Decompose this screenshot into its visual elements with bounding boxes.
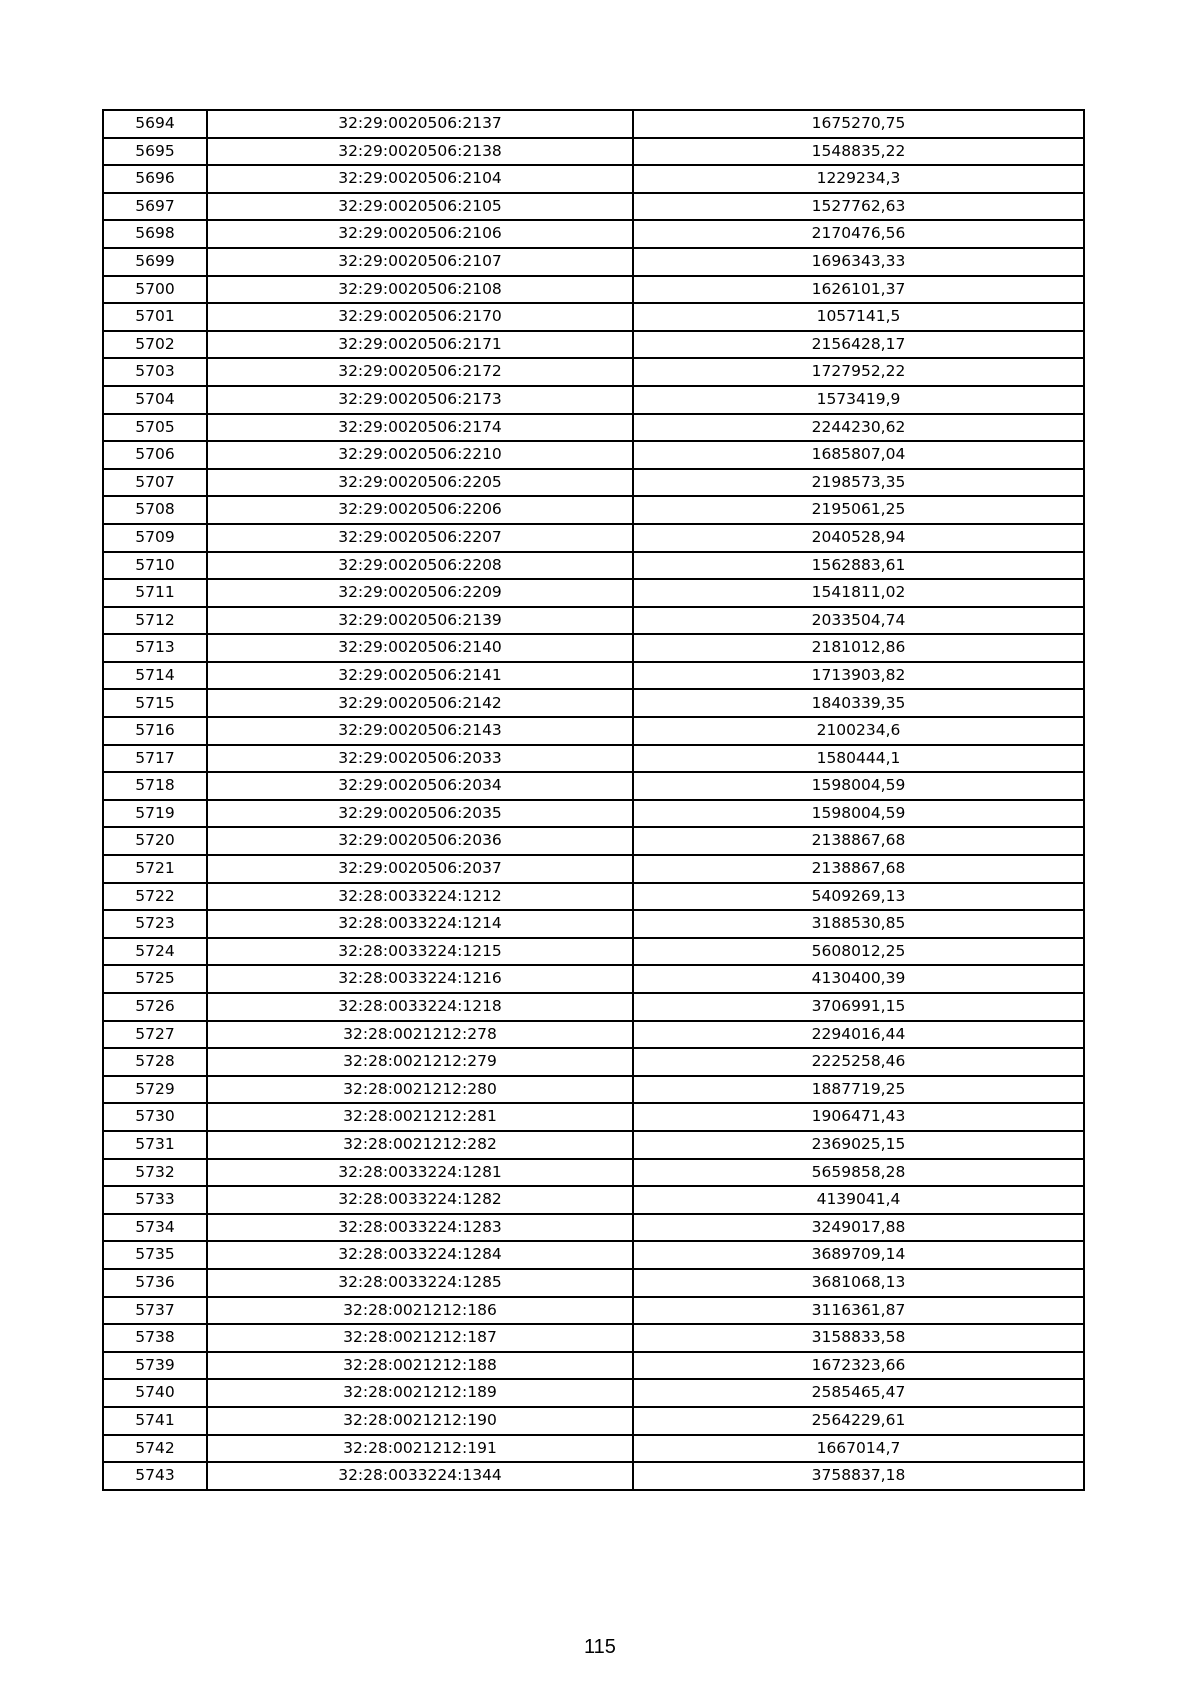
table-row	[103, 276, 1084, 304]
table-row	[103, 1159, 1084, 1187]
cadastral-value-cell: 1672323,66	[633, 1352, 1084, 1380]
cadastral-value-cell: 1527762,63	[633, 193, 1084, 221]
table-row	[103, 883, 1084, 911]
table-row	[103, 689, 1084, 717]
cadastral-number-cell: 32:29:0020506:2138	[207, 138, 633, 166]
cadastral-value-cell: 5659858,28	[633, 1159, 1084, 1187]
row-number-cell: 5697	[103, 193, 207, 221]
row-number-cell: 5737	[103, 1297, 207, 1325]
table-row	[103, 993, 1084, 1021]
row-number-cell: 5728	[103, 1048, 207, 1076]
row-number-cell: 5694	[103, 110, 207, 138]
table-row	[103, 772, 1084, 800]
row-number-cell: 5706	[103, 441, 207, 469]
cadastral-number-cell: 32:28:0021212:186	[207, 1297, 633, 1325]
cadastral-number-cell: 32:29:0020506:2171	[207, 331, 633, 359]
table-row	[103, 1076, 1084, 1104]
cadastral-value-cell: 3249017,88	[633, 1214, 1084, 1242]
cadastral-number-cell: 32:29:0020506:2105	[207, 193, 633, 221]
table-row	[103, 579, 1084, 607]
table-row	[103, 469, 1084, 497]
cadastral-value-cell: 3158833,58	[633, 1324, 1084, 1352]
cadastral-value-cell: 3706991,15	[633, 993, 1084, 1021]
cadastral-value-cell: 1541811,02	[633, 579, 1084, 607]
table-row	[103, 800, 1084, 828]
cadastral-number-cell: 32:29:0020506:2033	[207, 745, 633, 773]
cadastral-value-cell: 1696343,33	[633, 248, 1084, 276]
cadastral-value-cell: 2294016,44	[633, 1021, 1084, 1049]
cadastral-number-cell: 32:28:0033224:1215	[207, 938, 633, 966]
cadastral-value-cell: 5608012,25	[633, 938, 1084, 966]
row-number-cell: 5696	[103, 165, 207, 193]
table-row	[103, 717, 1084, 745]
table-row	[103, 220, 1084, 248]
cadastral-value-cell: 1626101,37	[633, 276, 1084, 304]
cadastral-value-cell: 1840339,35	[633, 689, 1084, 717]
cadastral-number-cell: 32:28:0021212:187	[207, 1324, 633, 1352]
cadastral-value-cell: 1057141,5	[633, 303, 1084, 331]
cadastral-value-cell: 2170476,56	[633, 220, 1084, 248]
row-number-cell: 5727	[103, 1021, 207, 1049]
cadastral-value-cell: 3689709,14	[633, 1241, 1084, 1269]
cadastral-value-cell: 1229234,3	[633, 165, 1084, 193]
cadastral-value-cell: 1598004,59	[633, 800, 1084, 828]
row-number-cell: 5721	[103, 855, 207, 883]
row-number-cell: 5733	[103, 1186, 207, 1214]
cadastral-number-cell: 32:29:0020506:2107	[207, 248, 633, 276]
row-number-cell: 5698	[103, 220, 207, 248]
row-number-cell: 5730	[103, 1103, 207, 1131]
cadastral-value-cell: 2033504,74	[633, 607, 1084, 635]
cadastral-number-cell: 32:28:0021212:278	[207, 1021, 633, 1049]
row-number-cell: 5705	[103, 414, 207, 442]
row-number-cell: 5725	[103, 965, 207, 993]
row-number-cell: 5731	[103, 1131, 207, 1159]
cadastral-number-cell: 32:28:0033224:1282	[207, 1186, 633, 1214]
page-number: 115	[584, 1636, 616, 1658]
cadastral-number-cell: 32:29:0020506:2209	[207, 579, 633, 607]
row-number-cell: 5702	[103, 331, 207, 359]
cadastral-value-cell: 1598004,59	[633, 772, 1084, 800]
cadastral-number-cell: 32:28:0033224:1283	[207, 1214, 633, 1242]
cadastral-number-cell: 32:29:0020506:2036	[207, 827, 633, 855]
table-row	[103, 1048, 1084, 1076]
table-row	[103, 1021, 1084, 1049]
table-row	[103, 1435, 1084, 1463]
cadastral-number-cell: 32:29:0020506:2170	[207, 303, 633, 331]
cadastral-number-cell: 32:28:0033224:1214	[207, 910, 633, 938]
row-number-cell: 5716	[103, 717, 207, 745]
table-row	[103, 110, 1084, 138]
cadastral-number-cell: 32:28:0033224:1285	[207, 1269, 633, 1297]
cadastral-value-cell: 2181012,86	[633, 634, 1084, 662]
cadastral-value-cell: 2040528,94	[633, 524, 1084, 552]
cadastral-value-cell: 1727952,22	[633, 358, 1084, 386]
table-row	[103, 386, 1084, 414]
cadastral-value-cell: 1906471,43	[633, 1103, 1084, 1131]
cadastral-number-cell: 32:29:0020506:2206	[207, 496, 633, 524]
table-row	[103, 1297, 1084, 1325]
cadastral-number-cell: 32:28:0021212:190	[207, 1407, 633, 1435]
row-number-cell: 5714	[103, 662, 207, 690]
cadastral-number-cell: 32:29:0020506:2142	[207, 689, 633, 717]
row-number-cell: 5695	[103, 138, 207, 166]
row-number-cell: 5700	[103, 276, 207, 304]
row-number-cell: 5723	[103, 910, 207, 938]
cadastral-value-cell: 5409269,13	[633, 883, 1084, 911]
row-number-cell: 5711	[103, 579, 207, 607]
table-row	[103, 193, 1084, 221]
row-number-cell: 5713	[103, 634, 207, 662]
table-row	[103, 1131, 1084, 1159]
row-number-cell: 5715	[103, 689, 207, 717]
cadastral-number-cell: 32:29:0020506:2174	[207, 414, 633, 442]
row-number-cell: 5703	[103, 358, 207, 386]
row-number-cell: 5732	[103, 1159, 207, 1187]
cadastral-value-table	[102, 109, 1085, 1491]
cadastral-value-cell: 1713903,82	[633, 662, 1084, 690]
table-row	[103, 165, 1084, 193]
cadastral-number-cell: 32:29:0020506:2137	[207, 110, 633, 138]
row-number-cell: 5704	[103, 386, 207, 414]
cadastral-value-cell: 4139041,4	[633, 1186, 1084, 1214]
cadastral-value-cell: 2244230,62	[633, 414, 1084, 442]
cadastral-number-cell: 32:29:0020506:2210	[207, 441, 633, 469]
cadastral-value-cell: 3681068,13	[633, 1269, 1084, 1297]
table-row	[103, 496, 1084, 524]
row-number-cell: 5735	[103, 1241, 207, 1269]
cadastral-value-cell: 1675270,75	[633, 110, 1084, 138]
table-row	[103, 138, 1084, 166]
cadastral-number-cell: 32:29:0020506:2172	[207, 358, 633, 386]
table-row	[103, 1407, 1084, 1435]
cadastral-number-cell: 32:28:0021212:188	[207, 1352, 633, 1380]
table-row	[103, 745, 1084, 773]
table-row	[103, 910, 1084, 938]
table-body	[103, 110, 1084, 1490]
cadastral-value-cell: 2100234,6	[633, 717, 1084, 745]
cadastral-number-cell: 32:29:0020506:2173	[207, 386, 633, 414]
cadastral-number-cell: 32:29:0020506:2037	[207, 855, 633, 883]
table-row	[103, 248, 1084, 276]
row-number-cell: 5707	[103, 469, 207, 497]
row-number-cell: 5717	[103, 745, 207, 773]
row-number-cell: 5718	[103, 772, 207, 800]
row-number-cell: 5722	[103, 883, 207, 911]
cadastral-value-cell: 1562883,61	[633, 552, 1084, 580]
cadastral-number-cell: 32:29:0020506:2208	[207, 552, 633, 580]
cadastral-value-cell: 2585465,47	[633, 1379, 1084, 1407]
row-number-cell: 5720	[103, 827, 207, 855]
cadastral-number-cell: 32:29:0020506:2106	[207, 220, 633, 248]
cadastral-number-cell: 32:29:0020506:2141	[207, 662, 633, 690]
row-number-cell: 5708	[103, 496, 207, 524]
cadastral-number-cell: 32:28:0021212:191	[207, 1435, 633, 1463]
cadastral-number-cell: 32:28:0021212:280	[207, 1076, 633, 1104]
table-row	[103, 358, 1084, 386]
table-row	[103, 855, 1084, 883]
cadastral-value-cell: 1573419,9	[633, 386, 1084, 414]
cadastral-value-cell: 1548835,22	[633, 138, 1084, 166]
table-row	[103, 1324, 1084, 1352]
row-number-cell: 5710	[103, 552, 207, 580]
table-row	[103, 965, 1084, 993]
cadastral-value-cell: 1580444,1	[633, 745, 1084, 773]
table-row	[103, 1241, 1084, 1269]
cadastral-number-cell: 32:29:0020506:2143	[207, 717, 633, 745]
cadastral-number-cell: 32:29:0020506:2207	[207, 524, 633, 552]
cadastral-number-cell: 32:28:0033224:1284	[207, 1241, 633, 1269]
table-row	[103, 331, 1084, 359]
cadastral-number-cell: 32:29:0020506:2104	[207, 165, 633, 193]
table-row	[103, 634, 1084, 662]
row-number-cell: 5729	[103, 1076, 207, 1104]
cadastral-number-cell: 32:28:0021212:279	[207, 1048, 633, 1076]
cadastral-value-cell: 2138867,68	[633, 855, 1084, 883]
cadastral-number-cell: 32:28:0033224:1218	[207, 993, 633, 1021]
row-number-cell: 5739	[103, 1352, 207, 1380]
cadastral-number-cell: 32:29:0020506:2140	[207, 634, 633, 662]
row-number-cell: 5724	[103, 938, 207, 966]
table-row	[103, 552, 1084, 580]
cadastral-number-cell: 32:29:0020506:2205	[207, 469, 633, 497]
cadastral-number-cell: 32:29:0020506:2108	[207, 276, 633, 304]
table-row	[103, 1379, 1084, 1407]
table-row	[103, 1269, 1084, 1297]
table-row	[103, 414, 1084, 442]
cadastral-value-cell: 2198573,35	[633, 469, 1084, 497]
cadastral-number-cell: 32:29:0020506:2139	[207, 607, 633, 635]
table-row	[103, 662, 1084, 690]
row-number-cell: 5741	[103, 1407, 207, 1435]
row-number-cell: 5742	[103, 1435, 207, 1463]
table-row	[103, 1103, 1084, 1131]
row-number-cell: 5699	[103, 248, 207, 276]
cadastral-number-cell: 32:28:0021212:189	[207, 1379, 633, 1407]
table-row	[103, 441, 1084, 469]
row-number-cell: 5734	[103, 1214, 207, 1242]
table-row	[103, 607, 1084, 635]
row-number-cell: 5712	[103, 607, 207, 635]
cadastral-value-cell: 1667014,7	[633, 1435, 1084, 1463]
table-row	[103, 1186, 1084, 1214]
cadastral-value-cell: 4130400,39	[633, 965, 1084, 993]
cadastral-value-cell: 2156428,17	[633, 331, 1084, 359]
table-row	[103, 524, 1084, 552]
cadastral-value-cell: 2225258,46	[633, 1048, 1084, 1076]
row-number-cell: 5726	[103, 993, 207, 1021]
cadastral-number-cell: 32:28:0033224:1216	[207, 965, 633, 993]
row-number-cell: 5738	[103, 1324, 207, 1352]
cadastral-number-cell: 32:28:0021212:282	[207, 1131, 633, 1159]
table-row	[103, 303, 1084, 331]
cadastral-value-cell: 1685807,04	[633, 441, 1084, 469]
row-number-cell: 5701	[103, 303, 207, 331]
cadastral-value-cell: 2138867,68	[633, 827, 1084, 855]
table-row	[103, 1352, 1084, 1380]
cadastral-number-cell: 32:28:0021212:281	[207, 1103, 633, 1131]
row-number-cell: 5743	[103, 1462, 207, 1490]
cadastral-value-cell: 3188530,85	[633, 910, 1084, 938]
cadastral-number-cell: 32:28:0033224:1281	[207, 1159, 633, 1187]
row-number-cell: 5740	[103, 1379, 207, 1407]
table-row	[103, 1214, 1084, 1242]
cadastral-value-cell: 1887719,25	[633, 1076, 1084, 1104]
cadastral-number-cell: 32:28:0033224:1212	[207, 883, 633, 911]
cadastral-number-cell: 32:28:0033224:1344	[207, 1462, 633, 1490]
row-number-cell: 5736	[103, 1269, 207, 1297]
table-row	[103, 827, 1084, 855]
cadastral-value-cell: 3116361,87	[633, 1297, 1084, 1325]
cadastral-number-cell: 32:29:0020506:2034	[207, 772, 633, 800]
table-row	[103, 938, 1084, 966]
cadastral-value-cell: 3758837,18	[633, 1462, 1084, 1490]
cadastral-number-cell: 32:29:0020506:2035	[207, 800, 633, 828]
row-number-cell: 5719	[103, 800, 207, 828]
row-number-cell: 5709	[103, 524, 207, 552]
table-row	[103, 1462, 1084, 1490]
cadastral-value-cell: 2195061,25	[633, 496, 1084, 524]
cadastral-value-cell: 2564229,61	[633, 1407, 1084, 1435]
cadastral-value-cell: 2369025,15	[633, 1131, 1084, 1159]
